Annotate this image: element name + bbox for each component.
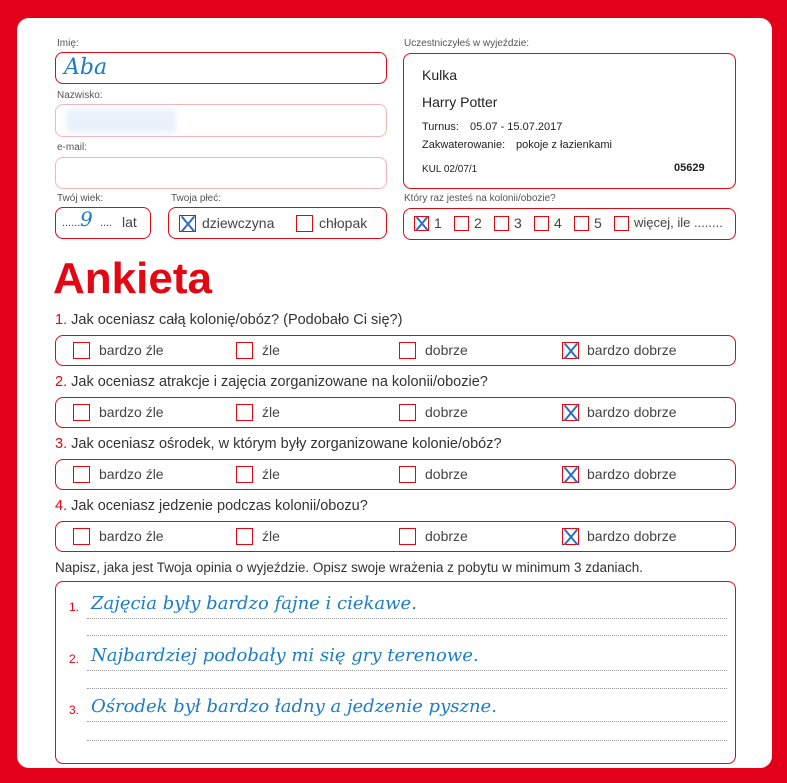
turnus-label: Turnus:	[422, 121, 459, 133]
age-unit: lat	[122, 214, 137, 230]
q2-checkbox-very-good[interactable]	[562, 404, 579, 421]
q3-checkbox-bad[interactable]	[236, 466, 253, 483]
question-4	[55, 498, 368, 514]
question-number: 1.	[55, 312, 68, 328]
age-value: 9	[80, 207, 93, 231]
email-field[interactable]	[55, 157, 387, 189]
q2-checkbox-very-bad[interactable]	[73, 404, 90, 421]
rating-label: dobrze	[425, 342, 468, 358]
q1-checkbox-very-good[interactable]	[562, 342, 579, 359]
q3-checkbox-good[interactable]	[399, 466, 416, 483]
writing-line	[87, 670, 727, 671]
question-number: 2.	[55, 374, 68, 390]
q4-checkbox-good[interactable]	[399, 528, 416, 545]
email-label: e-mail:	[57, 142, 88, 153]
opinion-number: 3.	[69, 703, 80, 717]
q1-checkbox-bad[interactable]	[236, 342, 253, 359]
participated-label: Uczestniczyłeś w wyjeździe:	[404, 38, 530, 49]
times-option-more: więcej, ile ........	[634, 215, 723, 230]
checkbox-times-3[interactable]	[494, 216, 509, 231]
question-text: Jak oceniasz ośrodek, w którym były zorganizowane kolonie/obóz?	[71, 436, 502, 452]
question-number: 3.	[55, 436, 68, 452]
rating-label: dobrze	[425, 404, 468, 420]
age-label: Twój wiek:	[57, 193, 104, 204]
times-option-2: 2	[474, 215, 482, 231]
checkbox-boy[interactable]	[296, 215, 313, 232]
rating-label: bardzo dobrze	[587, 342, 677, 358]
writing-line	[87, 635, 727, 636]
rating-label: bardzo dobrze	[587, 404, 677, 420]
accommodation-label: Zakwaterowanie:	[422, 139, 506, 151]
q2-checkbox-good[interactable]	[399, 404, 416, 421]
opinion-line-2: Najbardziej podobały mi się gry terenowe.	[91, 645, 479, 666]
rating-label: źle	[262, 528, 280, 544]
rating-label: źle	[262, 466, 280, 482]
rating-label: bardzo dobrze	[587, 466, 677, 482]
gender-option-girl: dziewczyna	[202, 215, 275, 231]
rating-label: bardzo źle	[99, 528, 164, 544]
redacted-surname	[66, 109, 176, 133]
age-dots: ........	[62, 217, 87, 229]
opinion-prompt: Napisz, jaka jest Twoja opinia o wyjeździe. Opisz swoje wrażenia z pobytu w minimum 3 zdaniach.	[55, 560, 644, 575]
q2-checkbox-bad[interactable]	[236, 404, 253, 421]
rating-row-2	[55, 397, 736, 428]
rating-label: bardzo źle	[99, 404, 164, 420]
opinion-line-3: Ośrodek był bardzo ładny a jedzenie pyszne.	[91, 696, 497, 717]
checkbox-times-2[interactable]	[454, 216, 469, 231]
trip-code: KUL 02/07/1	[422, 164, 478, 175]
name-value: Aba	[64, 55, 108, 80]
trip-theme: Harry Potter	[422, 94, 498, 110]
gender-label: Twoja płeć:	[171, 193, 222, 204]
rating-row-3	[55, 459, 736, 490]
checkbox-times-5[interactable]	[574, 216, 589, 231]
times-option-3: 3	[514, 215, 522, 231]
rating-label: bardzo źle	[99, 342, 164, 358]
question-3	[55, 436, 502, 452]
rating-label: źle	[262, 342, 280, 358]
q4-checkbox-very-good[interactable]	[562, 528, 579, 545]
survey-title: Ankieta	[53, 254, 212, 303]
age-dots-after: ....	[100, 217, 113, 229]
rating-label: bardzo dobrze	[587, 528, 677, 544]
times-option-4: 4	[554, 215, 562, 231]
question-1	[55, 312, 402, 328]
rating-label: dobrze	[425, 528, 468, 544]
opinion-number: 2.	[69, 652, 80, 666]
writing-line	[87, 740, 727, 741]
q1-checkbox-good[interactable]	[399, 342, 416, 359]
rating-row-4	[55, 521, 736, 552]
trip-name: Kulka	[422, 67, 458, 83]
gender-option-boy: chłopak	[319, 215, 368, 231]
question-text: Jak oceniasz jedzenie podczas kolonii/obozu?	[71, 498, 368, 514]
writing-line	[87, 688, 727, 689]
times-label: Który raz jesteś na kolonii/obozie?	[404, 193, 556, 204]
name-label: Imię:	[57, 38, 79, 49]
rating-label: bardzo źle	[99, 466, 164, 482]
trip-number: 05629	[674, 162, 705, 174]
trip-info-box	[403, 53, 736, 189]
q4-checkbox-bad[interactable]	[236, 528, 253, 545]
writing-line	[87, 618, 727, 619]
times-option-5: 5	[594, 215, 602, 231]
turnus-value: 05.07 - 15.07.2017	[470, 121, 563, 133]
surname-label: Nazwisko:	[57, 90, 103, 101]
times-field	[403, 208, 736, 240]
writing-line	[87, 721, 727, 722]
q3-checkbox-very-bad[interactable]	[73, 466, 90, 483]
rating-row-1	[55, 335, 736, 366]
question-number: 4.	[55, 498, 68, 514]
question-2	[55, 374, 488, 390]
gender-field	[168, 207, 387, 239]
rating-label: dobrze	[425, 466, 468, 482]
times-option-1: 1	[434, 215, 442, 231]
q3-checkbox-very-good[interactable]	[562, 466, 579, 483]
checkbox-girl[interactable]	[179, 215, 196, 232]
checkbox-times-more[interactable]	[614, 216, 629, 231]
question-text: Jak oceniasz całą kolonię/obóz? (Podobało Ci się?)	[71, 312, 403, 328]
q4-checkbox-very-bad[interactable]	[73, 528, 90, 545]
surname-field[interactable]	[55, 104, 387, 137]
opinion-line-1: Zajęcia były bardzo fajne i ciekawe.	[91, 593, 417, 614]
checkbox-times-4[interactable]	[534, 216, 549, 231]
rating-label: źle	[262, 404, 280, 420]
checkbox-times-1[interactable]	[414, 216, 429, 231]
question-text: Jak oceniasz atrakcje i zajęcia zorganizowane na kolonii/obozie?	[71, 374, 488, 390]
accommodation-value: pokoje z łazienkami	[516, 139, 612, 151]
survey-sheet	[17, 18, 772, 768]
name-field[interactable]	[55, 52, 387, 84]
opinion-number: 1.	[69, 600, 80, 614]
q1-checkbox-very-bad[interactable]	[73, 342, 90, 359]
age-field[interactable]	[55, 207, 151, 239]
